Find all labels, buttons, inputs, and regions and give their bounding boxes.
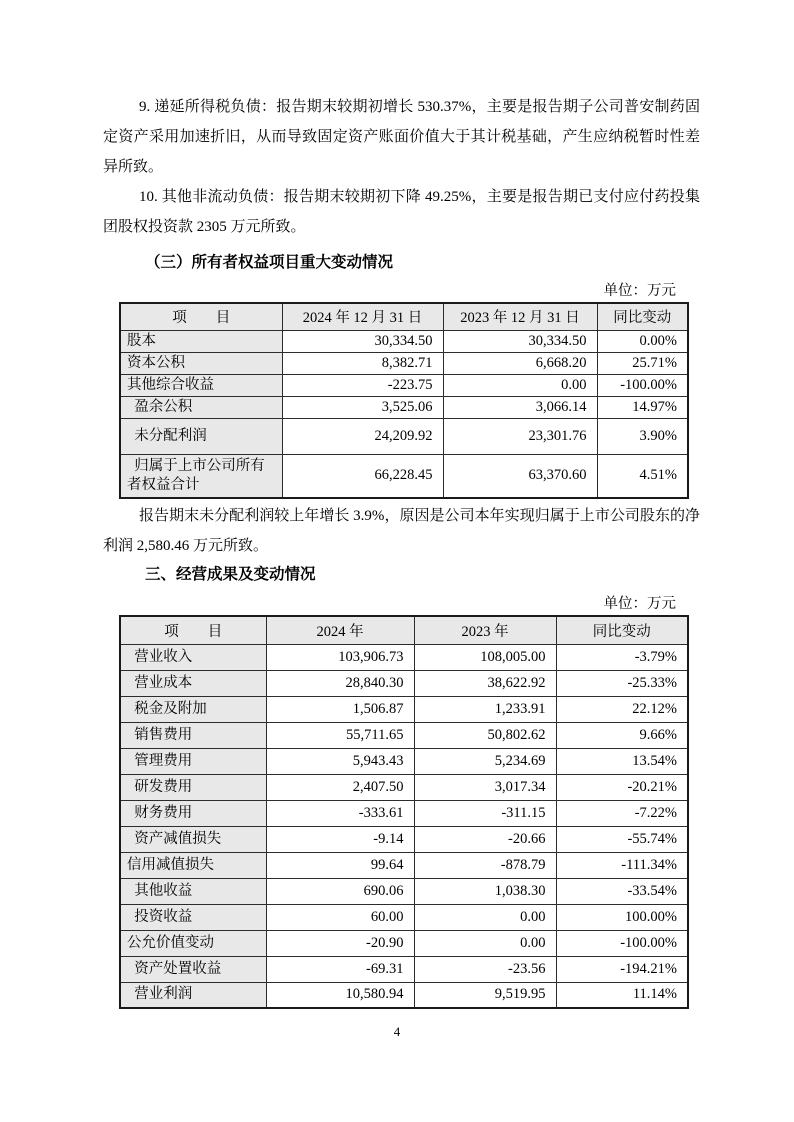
value-cell: 3,017.34: [414, 774, 556, 800]
table-row: [120, 418, 688, 454]
table-row: [120, 696, 688, 722]
table-header-row: [120, 616, 688, 644]
value-cell: 1,038.30: [414, 878, 556, 904]
table-row: [120, 330, 688, 352]
para-other-noncurrent-liabilities: 10. 其他非流动负债：报告期末较期初下降 49.25%，主要是报告期已支付应付药投集团股权投资款 2305 万元所致。: [103, 189, 700, 235]
column-header: 2023 年: [414, 616, 556, 644]
value-cell: 11.14%: [556, 982, 688, 1008]
value-cell: 14.97%: [597, 396, 688, 418]
value-cell: -111.34%: [556, 852, 688, 878]
table-row: [120, 982, 688, 1008]
document-page-content: [103, 0, 700, 1009]
value-cell: 24,209.92: [282, 418, 443, 454]
value-cell: 1,233.91: [414, 696, 556, 722]
unit-label: 单位：万元: [603, 596, 676, 612]
value-cell: 3,525.06: [282, 396, 443, 418]
para-retained-earnings-note: 报告期末未分配利润较上年增长 3.9%，原因是公司本年实现归属于上市公司股东的净利润 2,580.46 万元所致。: [103, 508, 700, 554]
table-row: [120, 352, 688, 374]
table-row: [120, 644, 688, 670]
value-cell: -69.31: [266, 956, 414, 982]
value-cell: 66,228.45: [282, 454, 443, 498]
value-cell: 9.66%: [556, 722, 688, 748]
value-cell: 5,234.69: [414, 748, 556, 774]
row-label-cell: 投资收益: [120, 904, 266, 930]
column-header: 2024 年 12 月 31 日: [282, 303, 443, 330]
row-label-cell: 资本公积: [120, 352, 282, 374]
value-cell: 8,382.71: [282, 352, 443, 374]
table-row: [120, 800, 688, 826]
table-row: [120, 904, 688, 930]
page-number: 4: [393, 1024, 401, 1039]
row-label-cell: 股本: [120, 330, 282, 352]
value-cell: -100.00%: [556, 930, 688, 956]
value-cell: -878.79: [414, 852, 556, 878]
value-cell: -100.00%: [597, 374, 688, 396]
column-header: 2023 年 12 月 31 日: [443, 303, 597, 330]
row-label-cell: 归属于上市公司所有者权益合计: [120, 454, 282, 498]
value-cell: -3.79%: [556, 644, 688, 670]
column-header: 2024 年: [266, 616, 414, 644]
table-row: [120, 374, 688, 396]
table-row: [120, 774, 688, 800]
value-cell: -23.56: [414, 956, 556, 982]
value-cell: 4.51%: [597, 454, 688, 498]
value-cell: 60.00: [266, 904, 414, 930]
table-row: [120, 454, 688, 498]
value-cell: -55.74%: [556, 826, 688, 852]
value-cell: -20.21%: [556, 774, 688, 800]
column-header: 项 目: [120, 303, 282, 330]
row-label-cell: 税金及附加: [120, 696, 266, 722]
operating-results-table: [119, 615, 689, 1009]
value-cell: 28,840.30: [266, 670, 414, 696]
table-row: [120, 670, 688, 696]
value-cell: -33.54%: [556, 878, 688, 904]
value-cell: 0.00: [414, 930, 556, 956]
value-cell: 0.00%: [597, 330, 688, 352]
value-cell: 55,711.65: [266, 722, 414, 748]
row-label-cell: 营业利润: [120, 982, 266, 1008]
value-cell: -223.75: [282, 374, 443, 396]
row-label-cell: 盈余公积: [120, 396, 282, 418]
value-cell: 0.00: [414, 904, 556, 930]
value-cell: 99.64: [266, 852, 414, 878]
value-cell: 690.06: [266, 878, 414, 904]
column-header: 同比变动: [597, 303, 688, 330]
value-cell: 50,802.62: [414, 722, 556, 748]
value-cell: -194.21%: [556, 956, 688, 982]
value-cell: 22.12%: [556, 696, 688, 722]
table-row: [120, 396, 688, 418]
row-label-cell: 其他综合收益: [120, 374, 282, 396]
column-header: 同比变动: [556, 616, 688, 644]
value-cell: 13.54%: [556, 748, 688, 774]
value-cell: 0.00: [443, 374, 597, 396]
table-row: [120, 878, 688, 904]
value-cell: 108,005.00: [414, 644, 556, 670]
value-cell: -20.90: [266, 930, 414, 956]
value-cell: 25.71%: [597, 352, 688, 374]
table-row: [120, 826, 688, 852]
value-cell: -20.66: [414, 826, 556, 852]
row-label-cell: 研发费用: [120, 774, 266, 800]
row-label-cell: 资产减值损失: [120, 826, 266, 852]
row-label-cell: 信用减值损失: [120, 852, 266, 878]
table-row: [120, 852, 688, 878]
para-deferred-tax-liabilities: 9. 递延所得税负债：报告期末较期初增长 530.37%，主要是报告期子公司普安制药固定资产采用加速折旧，从而导致固定资产账面价值大于其计税基础，产生应纳税暂时性差异所致。: [103, 99, 700, 175]
row-label-cell: 管理费用: [120, 748, 266, 774]
value-cell: -311.15: [414, 800, 556, 826]
value-cell: 3.90%: [597, 418, 688, 454]
row-label-cell: 资产处置收益: [120, 956, 266, 982]
value-cell: -9.14: [266, 826, 414, 852]
section-heading-operating-results: 三、经营成果及变动情况: [145, 566, 316, 583]
value-cell: 3,066.14: [443, 396, 597, 418]
table-row: [120, 930, 688, 956]
value-cell: -333.61: [266, 800, 414, 826]
row-label-cell: 其他收益: [120, 878, 266, 904]
value-cell: 100.00%: [556, 904, 688, 930]
value-cell: -25.33%: [556, 670, 688, 696]
row-label-cell: 营业收入: [120, 644, 266, 670]
row-label-cell: 营业成本: [120, 670, 266, 696]
value-cell: 30,334.50: [443, 330, 597, 352]
row-label-cell: 销售费用: [120, 722, 266, 748]
table-header-row: [120, 303, 688, 330]
table-row: [120, 722, 688, 748]
value-cell: 6,668.20: [443, 352, 597, 374]
column-header: 项 目: [120, 616, 266, 644]
value-cell: 1,506.87: [266, 696, 414, 722]
value-cell: 9,519.95: [414, 982, 556, 1008]
row-label-cell: 公允价值变动: [120, 930, 266, 956]
value-cell: 103,906.73: [266, 644, 414, 670]
value-cell: 2,407.50: [266, 774, 414, 800]
table-row: [120, 956, 688, 982]
value-cell: 30,334.50: [282, 330, 443, 352]
value-cell: 5,943.43: [266, 748, 414, 774]
unit-label: 单位：万元: [603, 283, 676, 299]
value-cell: 63,370.60: [443, 454, 597, 498]
equity-changes-table: [119, 302, 689, 499]
value-cell: 10,580.94: [266, 982, 414, 1008]
value-cell: 38,622.92: [414, 670, 556, 696]
table-row: [120, 748, 688, 774]
row-label-cell: 财务费用: [120, 800, 266, 826]
row-label-cell: 未分配利润: [120, 418, 282, 454]
value-cell: -7.22%: [556, 800, 688, 826]
value-cell: 23,301.76: [443, 418, 597, 454]
section-heading-equity-changes: （三）所有者权益项目重大变动情况: [145, 254, 394, 271]
